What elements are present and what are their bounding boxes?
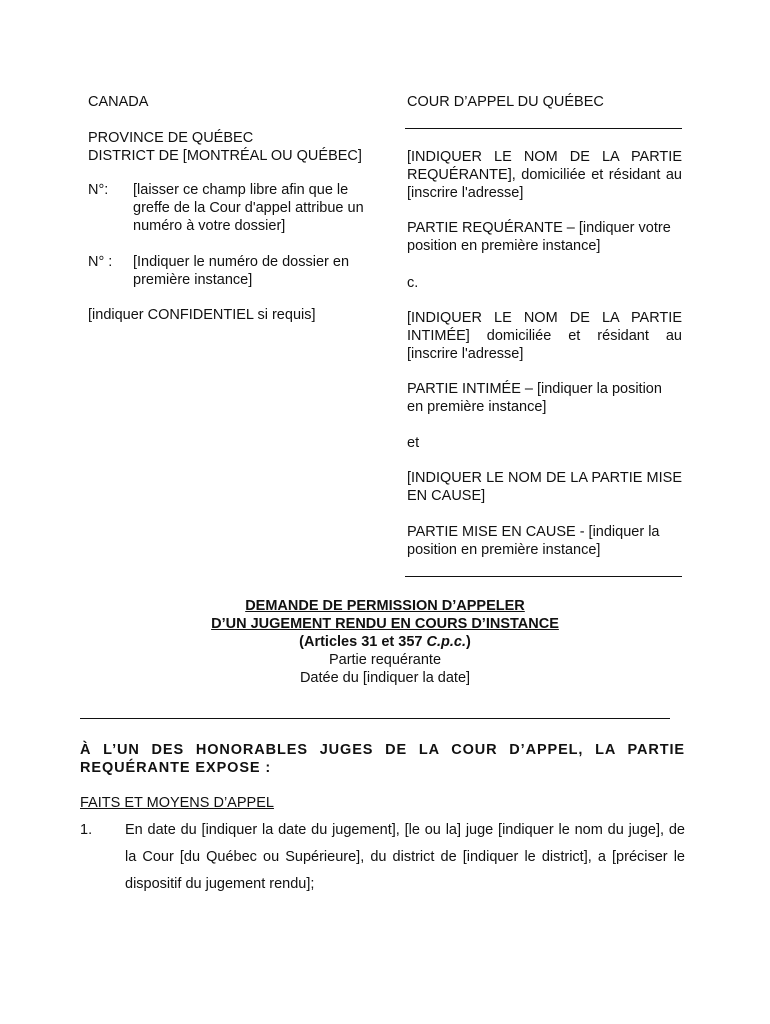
paragraph-number: 1. bbox=[80, 822, 93, 838]
document-title-line2: D’UN JUGEMENT RENDU EN COURS D’INSTANCE bbox=[211, 616, 559, 632]
first-instance-number-row bbox=[88, 253, 388, 291]
court-file-number-label: N°: bbox=[88, 182, 109, 198]
document-title-line1: DEMANDE DE PERMISSION D’APPELER bbox=[245, 598, 525, 614]
appellant-role-field[interactable]: PARTIE REQUÉRANTE – [indiquer votre position en première instance] bbox=[407, 220, 671, 254]
court-file-number-field[interactable]: [laisser ce champ libre afin que le greffe de la Cour d'appel attribue un numéro à votre dossier] bbox=[133, 182, 364, 234]
confidential-field[interactable]: [indiquer CONFIDENTIEL si requis] bbox=[88, 307, 316, 323]
appellant-name-field[interactable]: [INDIQUER LE NOM DE LA PARTIE REQUÉRANTE], domiciliée et résidant au [inscrire l'adresse] bbox=[407, 149, 682, 201]
impleaded-name-field[interactable]: [INDIQUER LE NOM DE LA PARTIE MISE EN CAUSE] bbox=[407, 470, 682, 504]
respondent-name-field[interactable]: [INDIQUER LE NOM DE LA PARTIE INTIMÉE] domiciliée et résidant au [inscrire l'adresse] bbox=[407, 310, 682, 362]
articles-prefix: (Articles 31 et 357 bbox=[299, 634, 427, 650]
articles-code: C.p.c. bbox=[426, 634, 466, 650]
country-label: CANADA bbox=[88, 94, 149, 110]
first-instance-number-label: N° : bbox=[88, 254, 113, 270]
header-rule-top bbox=[405, 128, 682, 129]
province-label: PROVINCE DE QUÉBEC bbox=[88, 130, 254, 146]
articles-suffix: ) bbox=[466, 634, 471, 650]
respondent-role-field[interactable]: PARTIE INTIMÉE – [indiquer la position en première instance] bbox=[407, 381, 662, 415]
party-subtitle: Partie requérante bbox=[328, 652, 442, 668]
district-label: DISTRICT DE [MONTRÉAL OU QUÉBEC] bbox=[88, 148, 362, 164]
address-statement: À L’UN DES HONORABLES JUGES DE LA COUR D’APPEL, LA PARTIE REQUÉRANTE EXPOSE : bbox=[80, 742, 685, 776]
first-instance-number-field[interactable]: [Indiquer le numéro de dossier en première instance] bbox=[133, 254, 350, 288]
court-name: COUR D’APPEL DU QUÉBEC bbox=[407, 94, 604, 110]
articles-reference bbox=[0, 633, 770, 651]
paragraph-text[interactable]: En date du [indiquer la date du jugement], [le ou la] juge [indiquer le nom du juge], de la Cour [du Québec ou Supérieure], du district de [indiquer le district], a [préciser le dispositif du jugement rendu]; bbox=[125, 822, 685, 892]
versus-label: c. bbox=[407, 275, 419, 291]
date-field[interactable]: Datée du [indiquer la date] bbox=[299, 670, 471, 686]
and-label: et bbox=[407, 435, 420, 451]
section-heading: FAITS ET MOYENS D’APPEL bbox=[80, 795, 274, 811]
impleaded-role-field[interactable]: PARTIE MISE EN CAUSE - [indiquer la position en première instance] bbox=[407, 524, 660, 558]
court-file-number-row bbox=[88, 181, 388, 237]
title-divider bbox=[80, 718, 670, 719]
header-rule-bottom bbox=[405, 576, 682, 577]
